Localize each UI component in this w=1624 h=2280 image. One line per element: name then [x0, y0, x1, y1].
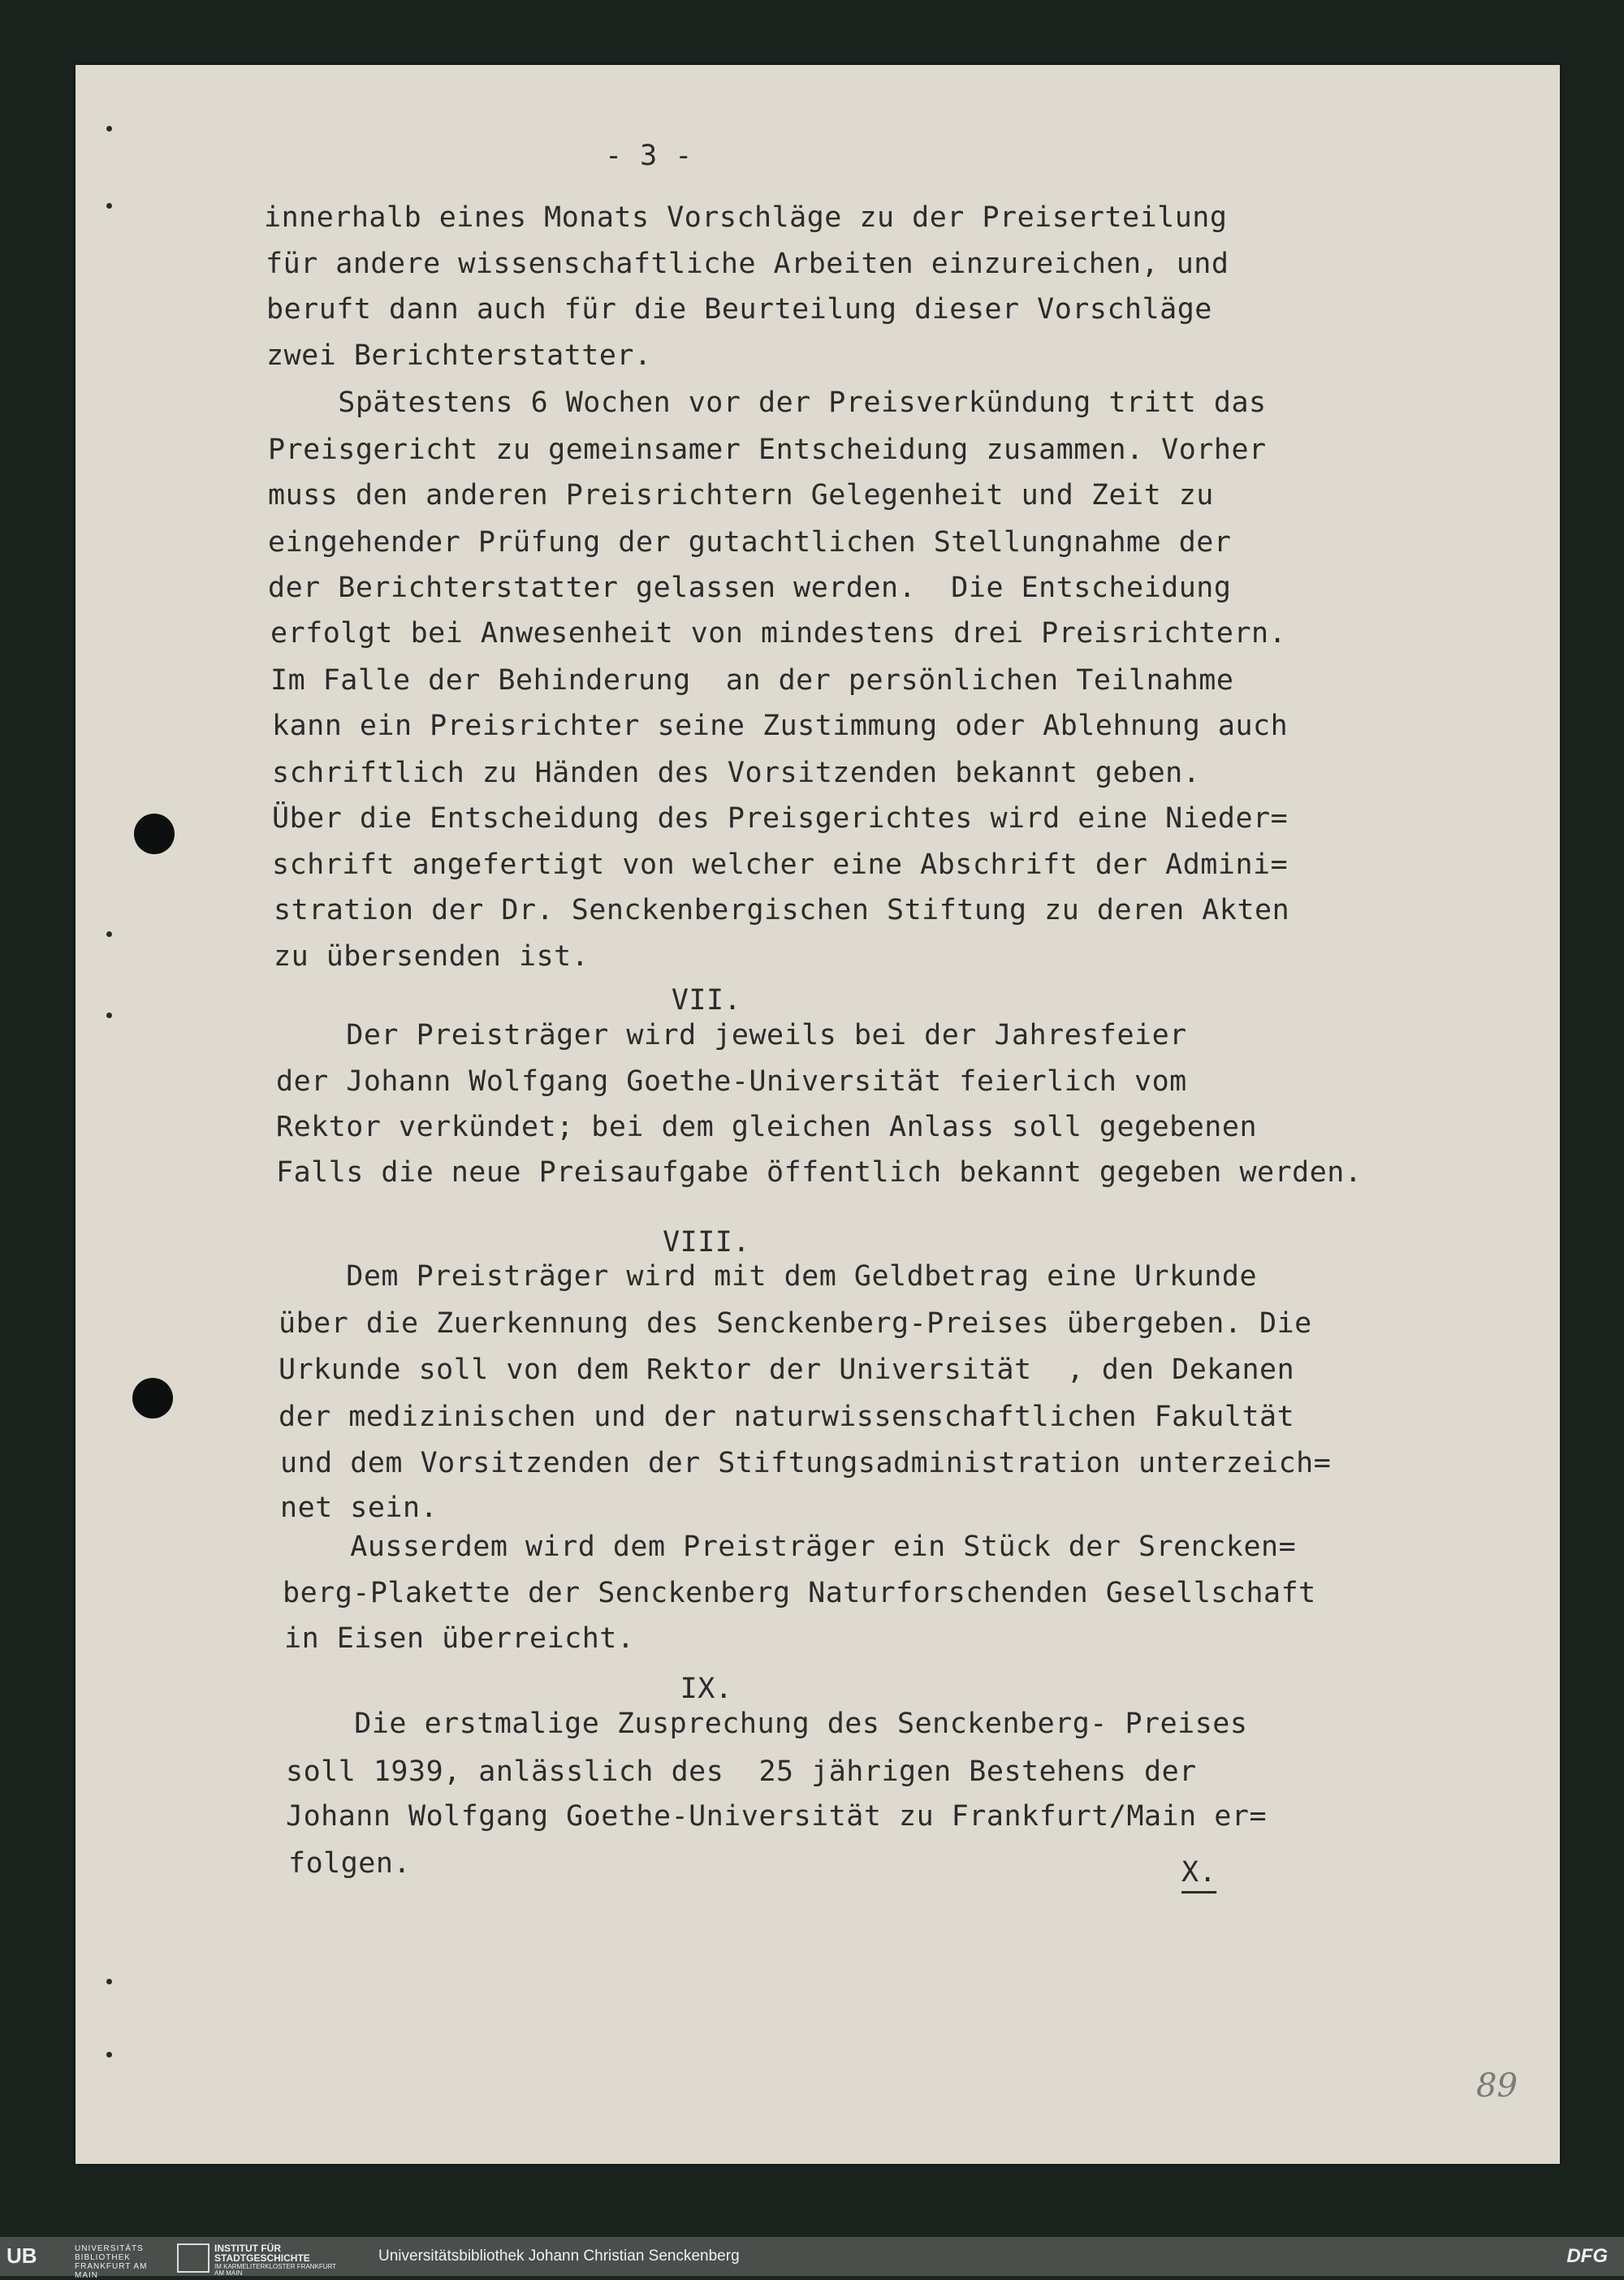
- text-line: innerhalb eines Monats Vorschläge zu der Preiserteilung: [264, 201, 1228, 234]
- page-number: - 3 -: [605, 140, 693, 172]
- text-line: Rektor verkündet; bei dem gleichen Anlass soll gegebenen: [276, 1111, 1258, 1143]
- text-line: beruft dann auch für die Beurteilung dieser Vorschläge: [266, 293, 1212, 326]
- text-line: in Eisen überreicht.: [284, 1622, 635, 1655]
- text-line: der medizinischen und der naturwissenschaftlichen Fakultät: [279, 1401, 1295, 1433]
- text-line: Johann Wolfgang Goethe-Universität zu Frankfurt/Main er=: [286, 1800, 1268, 1833]
- text-line: erfolgt bei Anwesenheit von mindestens drei Preisrichtern.: [270, 617, 1287, 650]
- text-line: der Johann Wolfgang Goethe-Universität feierlich vom: [276, 1065, 1187, 1098]
- section-heading-x: X.: [1181, 1856, 1217, 1889]
- text-line: Der Preisträger wird jeweils bei der Jahresfeier: [276, 1019, 1187, 1051]
- speck: [106, 203, 112, 209]
- section-heading: VIII.: [663, 1226, 750, 1259]
- footer-bar: [0, 2237, 1624, 2280]
- punch-hole: [134, 814, 175, 854]
- text-line: schrift angefertigt von welcher eine Abschrift der Admini=: [272, 849, 1289, 881]
- speck: [106, 1979, 112, 1984]
- dfg-logo: DFG: [1566, 2245, 1608, 2267]
- text-line: soll 1939, anlässlich des 25 jährigen Bestehens der: [286, 1755, 1197, 1788]
- text-line: net sein.: [280, 1492, 438, 1524]
- text-line: folgen.: [288, 1847, 412, 1880]
- text-line: Ausserdem wird dem Preisträger ein Stück der Srencken=: [280, 1531, 1297, 1563]
- punch-hole: [132, 1378, 173, 1419]
- text-line: zu übersenden ist.: [274, 940, 590, 973]
- text-line: Preisgericht zu gemeinsamer Entscheidung zusammen. Vorher: [268, 434, 1267, 466]
- text-line: Dem Preisträger wird mit dem Geldbetrag eine Urkunde: [276, 1260, 1258, 1293]
- ub-logo-text: UNIVERSITÄTS BIBLIOTHEK FRANKFURT AM MAIN: [75, 2244, 148, 2280]
- text-line: muss den anderen Preisrichtern Gelegenheit und Zeit zu: [268, 479, 1214, 512]
- text-line: Spätestens 6 Wochen vor der Preisverkündung tritt das: [268, 386, 1267, 419]
- text-line: schriftlich zu Händen des Vorsitzenden bekannt geben.: [272, 757, 1201, 789]
- text-line: stration der Dr. Senckenbergischen Stiftung zu deren Akten: [274, 894, 1290, 926]
- text-line: berg-Plakette der Senckenberg Naturforschenden Gesellschaft: [283, 1577, 1316, 1609]
- text-line: über die Zuerkennung des Senckenberg-Preises übergeben. Die: [279, 1307, 1312, 1340]
- isg-logo-subtitle: IM KARMELITERKLOSTER FRANKFURT AM MAIN: [214, 2263, 336, 2277]
- text-line: Die erstmalige Zusprechung des Senckenberg- Preises: [284, 1708, 1248, 1740]
- speck: [106, 2052, 112, 2058]
- archive-folio-number: 89: [1476, 2067, 1518, 2105]
- speck: [106, 931, 112, 937]
- text-line: Im Falle der Behinderung an der persönlichen Teilnahme: [270, 664, 1234, 697]
- text-line: kann ein Preisrichter seine Zustimmung oder Ablehnung auch: [272, 710, 1289, 742]
- text-line: Falls die neue Preisaufgabe öffentlich bekannt gegeben werden.: [276, 1156, 1363, 1189]
- isg-logo-icon: [177, 2243, 209, 2273]
- text-line: eingehender Prüfung der gutachtlichen Stellungnahme der: [268, 526, 1232, 559]
- ub-logo: UB: [6, 2243, 37, 2268]
- text-line: und dem Vorsitzenden der Stiftungsadministration unterzeich=: [280, 1447, 1332, 1479]
- section-heading: VII.: [671, 984, 742, 1017]
- footer-caption: Universitätsbibliothek Johann Christian Senckenberg: [378, 2248, 740, 2265]
- text-line: für andere wissenschaftliche Arbeiten einzureichen, und: [266, 248, 1229, 280]
- isg-logo-title: INSTITUT FÜR STADTGESCHICHTE: [214, 2243, 310, 2264]
- text-line: der Berichterstatter gelassen werden. Die Entscheidung: [268, 572, 1232, 604]
- speck: [106, 126, 112, 132]
- text-line: Urkunde soll von dem Rektor der Universität , den Dekanen: [279, 1354, 1295, 1386]
- text-line: Über die Entscheidung des Preisgerichtes wird eine Nieder=: [272, 802, 1289, 835]
- section-heading: IX.: [680, 1673, 733, 1705]
- text-line: zwei Berichterstatter.: [266, 339, 652, 372]
